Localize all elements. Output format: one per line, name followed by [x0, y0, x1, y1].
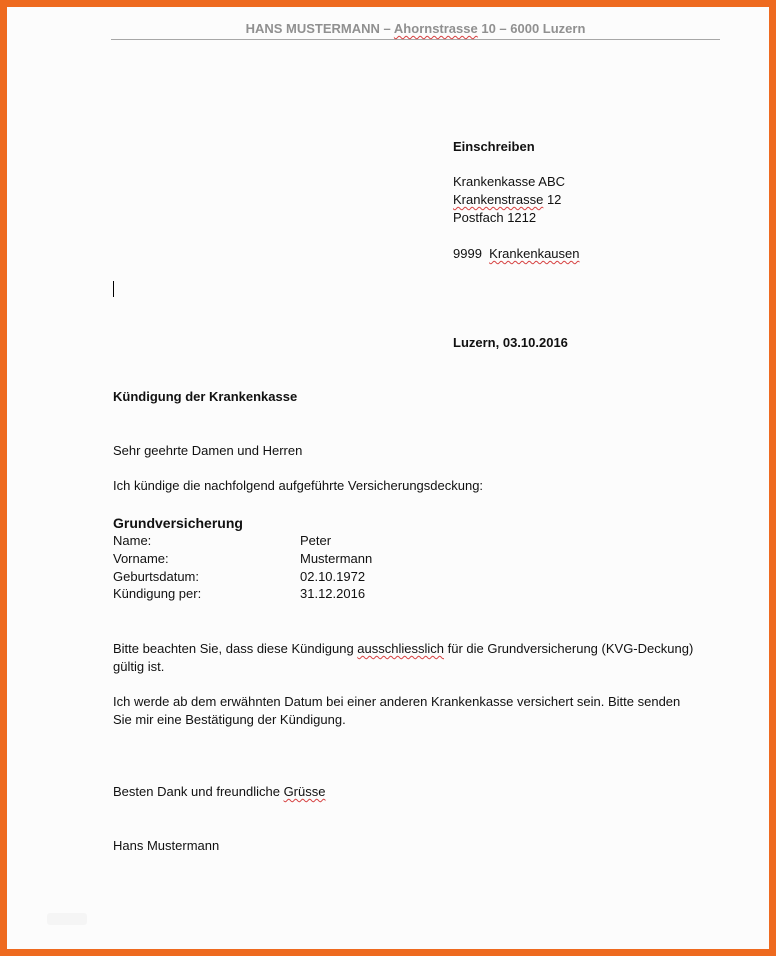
row-value-vorname: Mustermann [300, 551, 373, 566]
recipient-postbox: Postfach 1212 [453, 210, 537, 225]
recipient-city-line [453, 245, 580, 263]
recipient-zip: 9999 [453, 246, 482, 261]
letterhead [111, 19, 720, 40]
row-value-name: Peter [300, 533, 332, 548]
paragraph-2-line-1: Ich werde ab dem erwähnten Datum bei einer anderen Krankenkasse versichert sein. Bitte senden [113, 694, 681, 709]
closing-part-b: Grüsse [283, 784, 326, 799]
row-label-termination: Kündigung per: [113, 586, 202, 601]
recipient-street: Krankenstrasse [453, 192, 544, 207]
letterhead-dash: – [379, 21, 394, 36]
recipient-street-line [453, 191, 561, 209]
row-label-name: Name: [113, 533, 152, 548]
paragraph-1-part-b: ausschliesslich [357, 641, 444, 656]
paragraph-2-line-2: Sie mir eine Bestätigung der Kündigung. [113, 712, 346, 727]
intro-paragraph: Ich kündige die nachfolgend aufgeführte Versicherungsdeckung: [113, 478, 484, 493]
row-label-birthdate: Geburtsdatum: [113, 569, 199, 584]
row-label-vorname: Vorname: [113, 551, 169, 566]
insurance-title: Grundversicherung [113, 515, 243, 531]
row-value-termination: 31.12.2016 [300, 586, 366, 601]
letterhead-address-rest: 10 – 6000 Luzern [477, 21, 586, 36]
paragraph-1-line-2: gültig ist. [113, 659, 165, 674]
paragraph-1-line-1 [113, 640, 693, 658]
paragraph-1-part-c: für die Grundversicherung (KVG-Deckung) [444, 641, 694, 656]
signature-name: Hans Mustermann [113, 838, 220, 853]
recipient-street-number: 12 [543, 192, 562, 207]
salutation: Sehr geehrte Damen und Herren [113, 443, 303, 458]
letterhead-street: Ahornstrasse [393, 21, 478, 36]
closing-part-a: Besten Dank und freundliche [113, 784, 284, 799]
recipient-company: Krankenkasse ABC [453, 174, 566, 189]
paragraph-1-part-a: Bitte beachten Sie, dass diese Kündigung [113, 641, 358, 656]
letterhead-name: HANS MUSTERMANN [245, 21, 380, 36]
recipient-city: Krankenkausen [489, 246, 580, 261]
closing-line [113, 783, 325, 801]
subject-line: Kündigung der Krankenkasse [113, 389, 298, 404]
row-value-birthdate: 02.10.1972 [300, 569, 366, 584]
faint-watermark [47, 913, 87, 925]
delivery-mode: Einschreiben [453, 139, 535, 154]
date-line: Luzern, 03.10.2016 [453, 335, 568, 350]
text-cursor [113, 281, 114, 297]
